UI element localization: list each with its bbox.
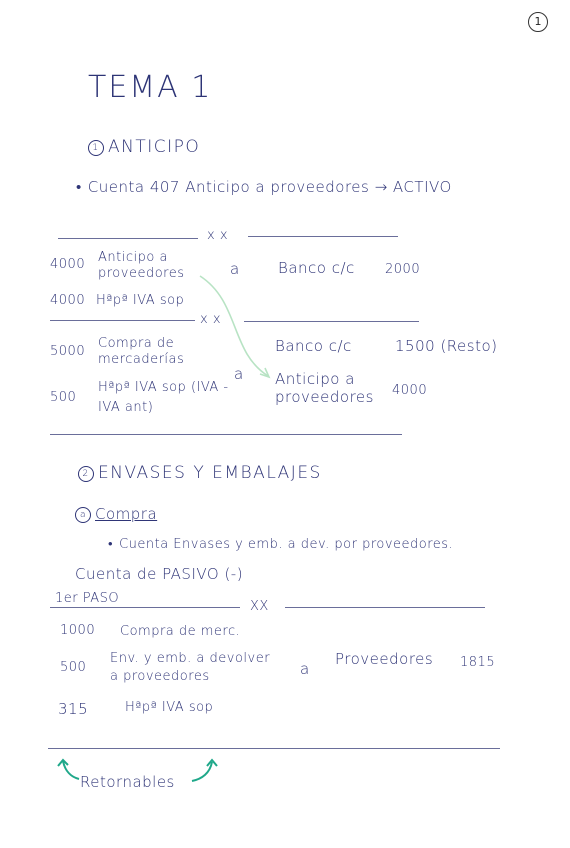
entry2-separator: x x	[200, 312, 222, 327]
arrow-up-right-icon	[188, 757, 220, 785]
entry1-row2-account: Hªpª IVA sop	[96, 293, 185, 308]
section2-separator: XX	[250, 599, 269, 614]
entry2-credit1-account: Banco c/c	[275, 337, 352, 355]
entry1-credit-account: Banco c/c	[278, 259, 355, 277]
entry1-row1-account: Anticipo a proveedores	[98, 250, 185, 281]
page-title: TEMA 1	[88, 70, 213, 105]
journal-rule	[58, 238, 198, 239]
page-number: 1	[528, 12, 548, 32]
section1-bullet: • Cuenta 407 Anticipo a proveedores → ACTIVO	[76, 178, 452, 196]
s2-credit-account: Proveedores	[335, 650, 434, 668]
section2-number: 2	[78, 466, 94, 482]
section1-heading-text: ANTICIPO	[108, 137, 201, 157]
entry1-credit-amount: 2000	[385, 262, 421, 277]
entry1-a: a	[230, 260, 240, 278]
s2-row2-account: Env. y emb. a devolver a proveedores	[110, 651, 271, 684]
section1-heading	[88, 137, 200, 157]
s2-row2-amount: 500	[60, 660, 87, 675]
section2-heading-text: ENVASES Y EMBALAJES	[98, 463, 322, 483]
subsection-heading-text: Compra	[95, 505, 158, 523]
entry2-row1-account: Compra de mercaderías	[98, 336, 185, 367]
entry1-row1-amount: 4000	[50, 257, 86, 272]
entry1-separator: x x	[207, 228, 229, 243]
journal-rule	[50, 320, 195, 321]
s2-row1-account: Compra de merc.	[120, 624, 241, 639]
s2-a: a	[300, 660, 310, 678]
section2-note: Cuenta de PASIVO (-)	[75, 565, 244, 583]
entry2-row2-amount: 500	[50, 390, 77, 405]
s2-row3-account: Hªpª IVA sop	[125, 700, 214, 715]
s2-credit-amount: 1815	[460, 655, 496, 670]
entry2-row1-amount: 5000	[50, 344, 86, 359]
subsection-letter: a	[75, 507, 91, 523]
step-label: 1er PASO	[55, 591, 120, 606]
journal-rule	[248, 236, 398, 237]
journal-rule	[50, 607, 240, 608]
entry2-credit2-amount: 4000	[392, 383, 428, 398]
entry1-row2-amount: 4000	[50, 293, 86, 308]
entry2-row2-account: Hªpª IVA sop (IVA - IVA ant)	[98, 380, 229, 415]
section2-bullet: • Cuenta Envases y emb. a dev. por proveedores.	[108, 536, 453, 552]
arrow-icon	[190, 272, 280, 384]
journal-rule	[285, 607, 485, 608]
journal-rule	[50, 434, 402, 435]
section2-heading	[78, 463, 322, 483]
footer-label: Retornables	[80, 773, 175, 791]
s2-row3-amount: 315	[58, 700, 89, 718]
subsection-heading	[75, 505, 157, 523]
entry2-a: a	[234, 365, 244, 383]
entry2-credit2-account: Anticipo a proveedores	[275, 370, 374, 406]
section1-number: 1	[88, 140, 104, 156]
journal-rule	[48, 748, 500, 749]
entry2-credit1-amount: 1500 (Resto)	[395, 337, 498, 355]
s2-row1-amount: 1000	[60, 623, 96, 638]
